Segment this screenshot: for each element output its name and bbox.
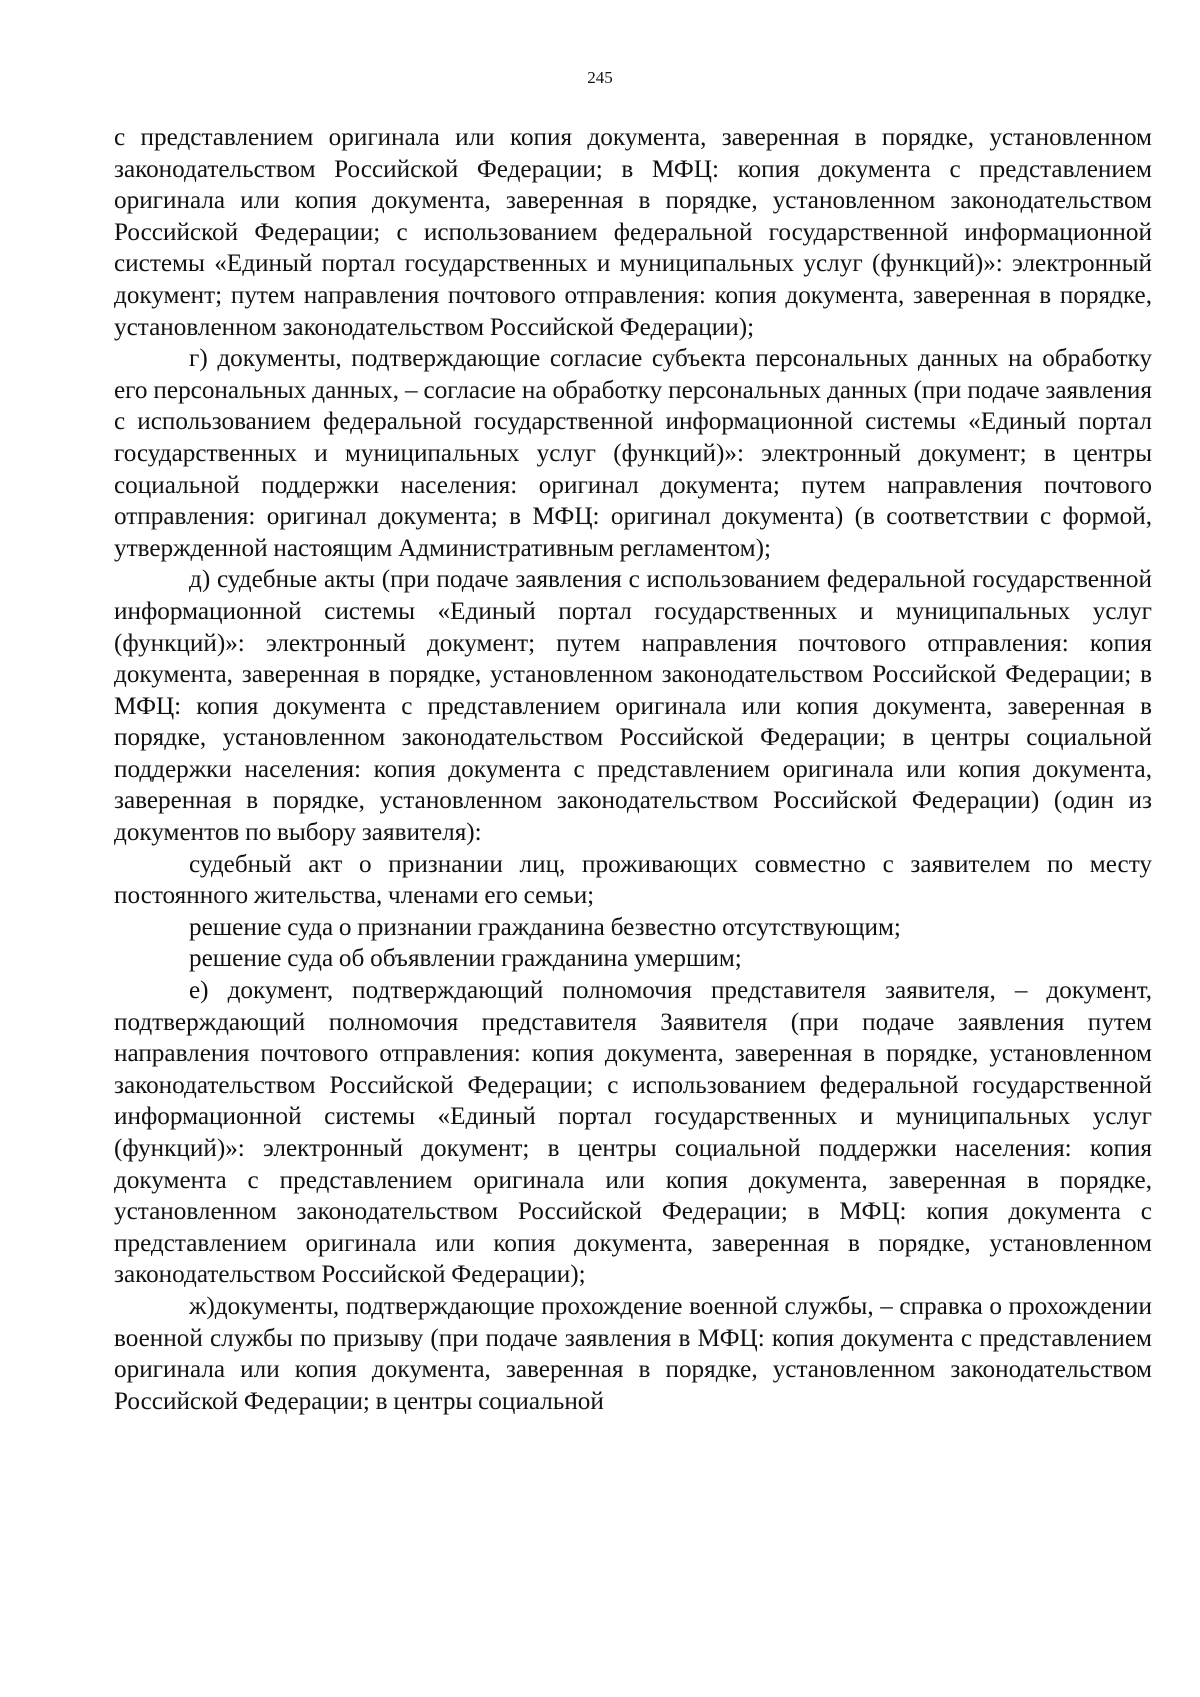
paragraph-item-g-consent: г) документы, подтверждающие согласие субъекта персональных данных на обработку его персональных данных, – согласие на обработку персональных данных (при подаче заявления с использованием федеральной государственной информационной системы «Единый портал государственных и муниципальных услуг (функций)»: электронный документ; в центры социальной поддержки населения: оригинал документа; путем направления почтового отправления: оригинал документа; в МФЦ: оригинал документа) (в соответствии с формой, утвержденной настоящим Административным регламентом); xyxy=(114,345,1152,562)
paragraph-court-act-family: судебный акт о признании лиц, проживающих совместно с заявителем по месту постоянного жительства, членами его семьи; xyxy=(114,850,1152,910)
paragraph-item-zh-military-service: ж)документы, подтверждающие прохождение военной службы, – справка о прохождении военной службы по призыву (при подаче заявления в МФЦ: копия документа с представлением оригинала или копия документа, заверенная в порядке, установленном законодательством Российской Федерации; в центры социальной xyxy=(114,1292,1152,1415)
paragraph-item-e-representative: е) документ, подтверждающий полномочия представителя заявителя, – документ, подтверждающий полномочия представителя Заявителя (при подаче заявления путем направления почтового отправления: копия документа, заверенная в порядке, установленном законодательством Российской Федерации; с использованием федеральной государственной информационной системы «Единый портал государственных и муниципальных услуг (функций)»: электронный документ; в центры социальной поддержки населения: копия документа с представлением оригинала или копия документа, заверенная в порядке, установленном законодательством Российской Федерации; в МФЦ: копия документа с представлением оригинала или копия документа, заверенная в порядке, установленном законодательством Российской Федерации); xyxy=(114,977,1152,1289)
paragraph-court-missing: решение суда о признании гражданина безвестно отсутствующим; xyxy=(189,913,901,941)
paragraph-item-d-court-acts: д) судебные акты (при подаче заявления с использованием федеральной государственной информационной системы «Единый портал государственных и муниципальных услуг (функций)»: электронный документ; путем направления почтового отправления: копия документа, заверенная в порядке, установленном законодательством Российской Федерации; в МФЦ: копия документа с представлением оригинала или копия документа, заверенная в порядке, установленном законодательством Российской Федерации; в центры социальной поддержки населения: копия документа с представлением оригинала или копия документа, заверенная в порядке, установленном законодательством Российской Федерации) (один из документов по выбору заявителя): xyxy=(114,566,1152,847)
page-number: 245 xyxy=(587,68,613,87)
paragraph-court-deceased: решение суда об объявлении гражданина умершим; xyxy=(189,945,742,973)
paragraph-continuation: с представлением оригинала или копия документа, заверенная в порядке, установленном законодательством Российской Федерации; в МФЦ: копия документа с представлением оригинала или копия документа, заверенная в порядке, установленном законодательством Российской Федерации; с использованием федеральной государственной информационной системы «Единый портал государственных и муниципальных услуг (функций)»: электронный документ; путем направления почтового отправления: копия документа, заверенная в порядке, установленном законодательством Российской Федерации); xyxy=(114,124,1152,341)
document-body xyxy=(114,122,1152,1417)
